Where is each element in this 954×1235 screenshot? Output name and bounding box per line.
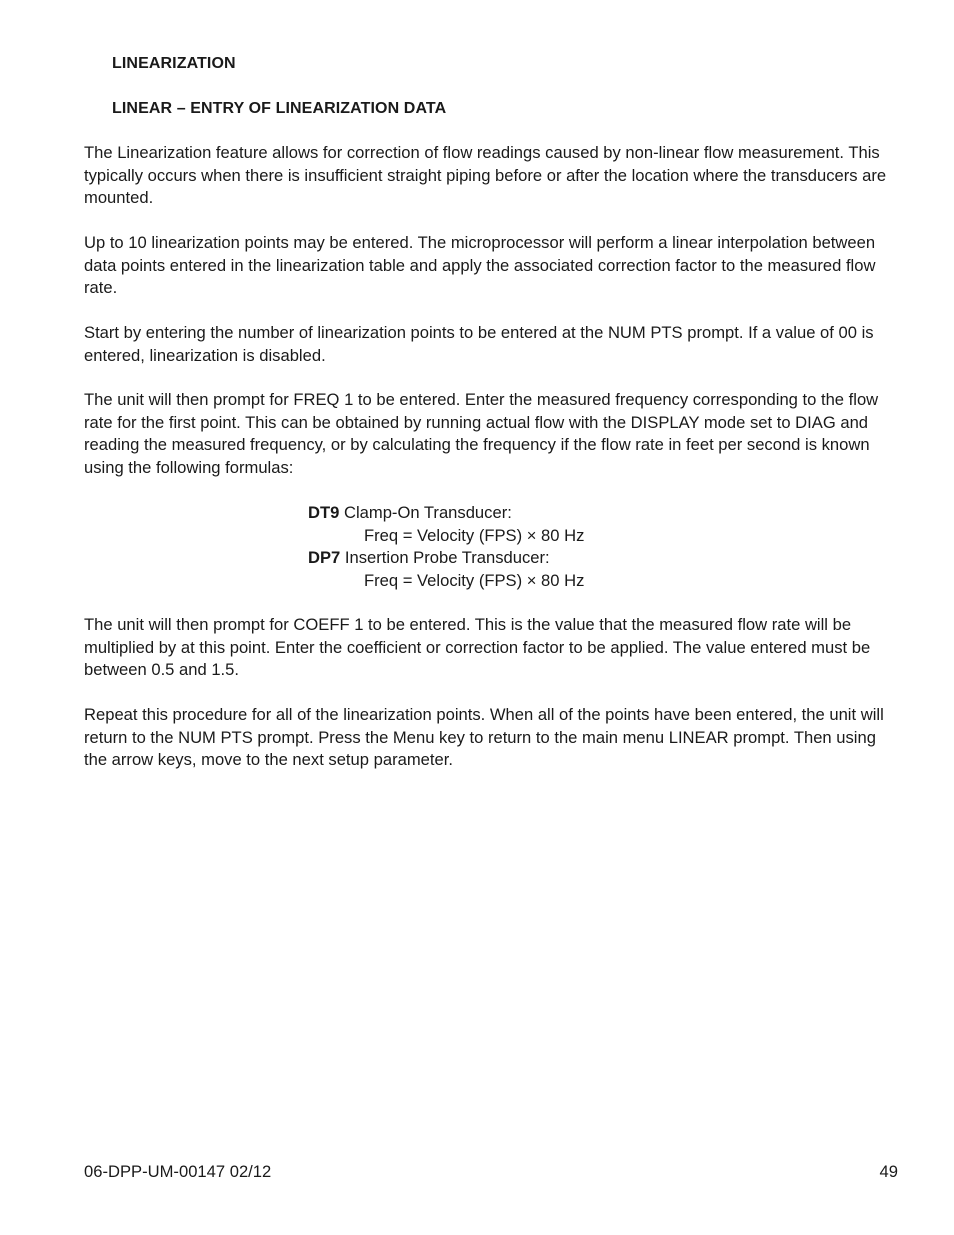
formula-dt9-equation: Freq = Velocity (FPS) × 80 Hz — [364, 525, 585, 545]
formula-dp7-equation: Freq = Velocity (FPS) × 80 Hz — [364, 570, 585, 590]
footer-page-number: 49 — [879, 1162, 898, 1181]
formula-block — [308, 502, 584, 592]
paragraph-coeff: The unit will then prompt for COEFF 1 to be entered. This is the value that the measured flow rate will be multiplied by at this point. Enter the coefficient or correction factor to be applied. The value entered must be between 0.5 and 1.5. — [84, 615, 871, 679]
formula-dt9-transducer: Clamp-On Transducer: — [343, 503, 512, 522]
subsection-title: LINEAR – ENTRY OF LINEARIZATION DATA — [112, 100, 447, 117]
formula-dp7-transducer: Insertion Probe Transducer: — [344, 548, 550, 567]
paragraph-repeat: Repeat this procedure for all of the linearization points. When all of the points have been entered, the unit will return to the NUM PTS prompt. Press the Menu key to return to the main menu LINEAR prompt. Then using the arrow keys, move to the next setup parameter. — [84, 705, 884, 769]
footer-doc-id: 06-DPP-UM-00147 02/12 — [84, 1162, 272, 1181]
paragraph-freq: The unit will then prompt for FREQ 1 to be entered. Enter the measured frequency corresponding to the flow rate for the first point. This can be obtained by running actual flow with the DISPLAY mode set to DIAG and reading the measured frequency, or by calculating the frequency if the flow rate in feet per second is known using the following formulas: — [84, 390, 879, 477]
formula-dp7-header — [308, 547, 584, 570]
paragraph-num-pts: Start by entering the number of linearization points to be entered at the NUM PTS prompt. If a value of 00 is entered, linearization is disabled. — [84, 323, 874, 365]
formula-dt9-model: DT9 — [308, 503, 340, 522]
formula-dp7-model: DP7 — [308, 548, 341, 567]
section-title: LINEARIZATION — [112, 55, 236, 72]
formula-dt9-header — [308, 502, 584, 525]
paragraph-intro: The Linearization feature allows for correction of flow readings caused by non-linear flow measurement. This typically occurs when there is insufficient straight piping before or after the location where the transducers are mounted. — [84, 143, 887, 207]
paragraph-points: Up to 10 linearization points may be entered. The microprocessor will perform a linear interpolation between data points entered in the linearization table and apply the associated correction factor to the measured flow rate. — [84, 233, 876, 297]
